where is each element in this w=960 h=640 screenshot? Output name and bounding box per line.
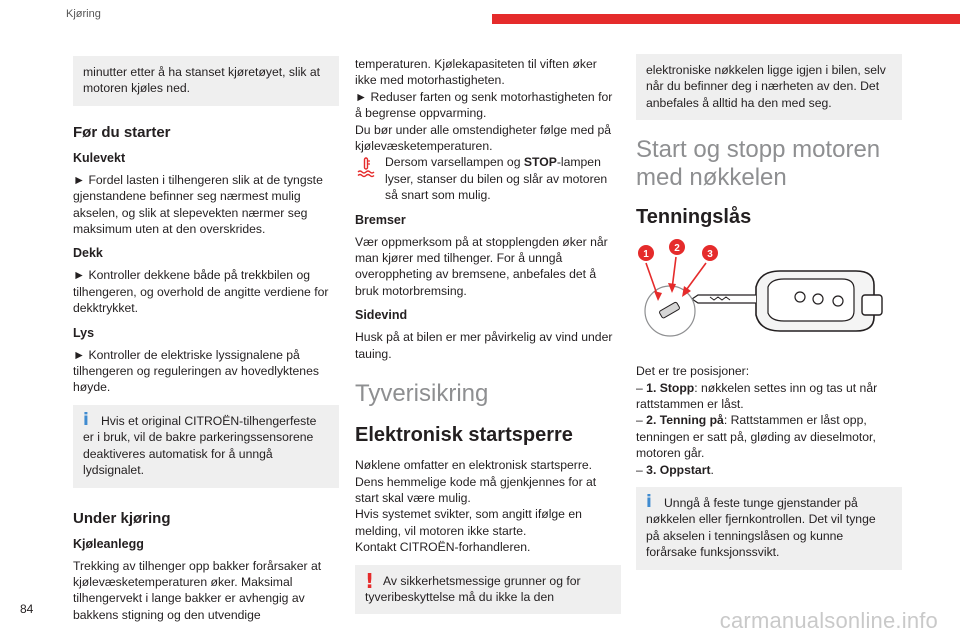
header-title: Kjøring	[66, 8, 101, 20]
temp-warning-part-b: -lampen lyser, stanser du bilen og slår av motoren så snart som mulig.	[385, 155, 608, 203]
paragraph-cooling: Trekking av tilhenger opp bakker forårsaker at kjølevæsketemperaturen øker. Maksimal tilhengervekt i lange bakker er avhengig av bakkens stigning og den utvendige	[73, 558, 322, 622]
info-note-text: Hvis et original CITROËN-tilhengerfeste er i bruk, vil de bakre parkeringssensorene deaktiveres automatisk for å unngå lydsignalet.	[83, 413, 317, 478]
warning-note-paragraph	[365, 568, 611, 606]
position-3: – 3. Oppstart.	[636, 462, 714, 477]
paragraph-immobiliser-1: Nøklene omfatter en elektronisk startsperre. Dens hemmelige kode må gjenkjennes for at start skal være mulig.	[355, 458, 597, 505]
info-note-paragraph	[83, 409, 329, 479]
subheading-brakes: Bremser	[355, 212, 406, 227]
position-2-label: 2. Tenning på	[646, 413, 724, 428]
warning-note-box-continued	[636, 54, 902, 120]
warning-exclamation-icon: !	[365, 568, 375, 593]
callout-3: 3	[707, 249, 713, 261]
column-1	[73, 50, 339, 632]
paragraph-monitor-temp: Du bør under alle omstendigheter følge med på kjølevæsketemperaturen.	[355, 122, 612, 154]
info-note-key-paragraph	[646, 492, 892, 561]
subheading-lys: Lys	[73, 325, 95, 340]
info-note-key-text: Unngå å feste tunge gjenstander på nøkkelen eller fjernkontrollen. Det vil tynge på akselen i tenningslåsen og kunne forårsake funksjonssvikt.	[646, 496, 876, 560]
paragraph-side-wind: Husk på at bilen er mer påvirkelig av vind under tauing.	[355, 330, 613, 361]
column-3	[636, 54, 902, 580]
warning-note-box	[355, 565, 621, 615]
paragraph-reduce-speed: ► Reduser farten og senk motorhastigheten for å begrense oppvarming.	[355, 89, 613, 121]
position-1: – 1. Stopp: nøkkelen settes inn og tas ut når rattstammen er låst.	[636, 380, 878, 412]
section-title-theft-protection: Tyverisikring	[355, 380, 489, 408]
section-heading-driving: Under kjøring	[73, 509, 171, 527]
position-2: – 2. Tenning på: Rattstammen er låst opp, tenningen er satt på, gløding av dieselmotor, motoren går.	[636, 413, 876, 461]
info-note-box	[73, 405, 339, 488]
header-accent-bar	[492, 14, 960, 24]
temperature-warning	[355, 154, 621, 203]
paragraph-dekk: ► Kontroller dekkene både på trekkbilen og tilhengeren, og overhold de angitte verdiene for dekktrykket.	[73, 268, 329, 316]
subheading-dekk: Dekk	[73, 246, 103, 261]
coolant-temperature-icon	[355, 154, 385, 183]
page-number: 84	[20, 602, 34, 616]
warning-note-text: Av sikkerhetsmessige grunner og for tyveribeskyttelse må du ikke la den	[365, 573, 581, 604]
paragraph-cooling-cont: temperaturen. Kjølekapasiteten til viften øker ikke med motorhastigheten.	[355, 57, 597, 88]
section-heading-before-start: Før du starter	[73, 123, 171, 141]
position-1-label: 1. Stopp	[646, 380, 695, 395]
column-2	[355, 56, 621, 624]
paragraph-kulevekt: ► Fordel lasten i tilhengeren slik at de tyngste gjenstandene befinner seg nærmest mulig akselen, og slik at slepevekten nærmer seg maksimum uten at den overskrides.	[73, 172, 323, 237]
note-text: minutter etter å ha stanset kjøretøyet, slik at motoren kjøles ned.	[83, 65, 321, 96]
info-icon: i	[83, 409, 89, 430]
subheading-kulevekt: Kulevekt	[73, 150, 126, 165]
temp-warning-part-a: Dersom varsellampen og	[385, 155, 524, 170]
paragraph-immobiliser-2: Hvis systemet svikter, som angitt ifølge en melding, vil motoren ikke starte.	[355, 507, 582, 538]
info-icon: i	[646, 492, 652, 513]
section-title-ignition: Tenningslås	[636, 206, 752, 229]
watermark: carmanualsonline.info	[719, 608, 938, 633]
position-1-text: : nøkkelen settes inn og tas ut når rattstammen er låst.	[636, 380, 878, 412]
position-3-text: .	[710, 462, 714, 477]
callout-1: 1	[643, 249, 649, 261]
paragraph-immobiliser-3: Kontakt CITROËN-forhandleren.	[355, 540, 531, 555]
section-title-immobiliser: Elektronisk startsperre	[355, 424, 573, 447]
ignition-key-illustration	[636, 239, 886, 351]
temperature-warning-text	[385, 154, 621, 203]
paragraph-brakes: Vær oppmerksom på at stopplengden øker når man kjører med tilhenger. For å unngå overoppheting av bremsene, anbefales det å bruk motorbremsing.	[355, 234, 608, 298]
section-title-start-stop: Start og stopp motoren med nøkkelen	[636, 136, 881, 192]
subheading-side-wind: Sidevind	[355, 308, 408, 323]
paragraph-positions-intro: Det er tre posisjoner:	[636, 364, 750, 379]
info-note-box-key	[636, 487, 902, 570]
note-box-continued	[73, 56, 339, 106]
position-3-label: 3. Oppstart	[646, 462, 711, 477]
subheading-cooling: Kjøleanlegg	[73, 536, 144, 551]
callout-2: 2	[674, 243, 680, 255]
stop-lamp-label: STOP	[523, 155, 557, 170]
paragraph-lys: ► Kontroller de elektriske lyssignalene på tilhengeren og reguleringen av hovedlyktenes høyde.	[73, 347, 319, 395]
warning-note-cont-text: elektroniske nøkkelen ligge igjen i bilen, selv når du befinner deg i nærheten av den. Det anbefales å alltid ha den med seg.	[646, 63, 886, 110]
position-2-text: : Rattstammen er låst opp, tenningen er satt på, gløding av dieselmotor, motoren går.	[636, 413, 876, 461]
